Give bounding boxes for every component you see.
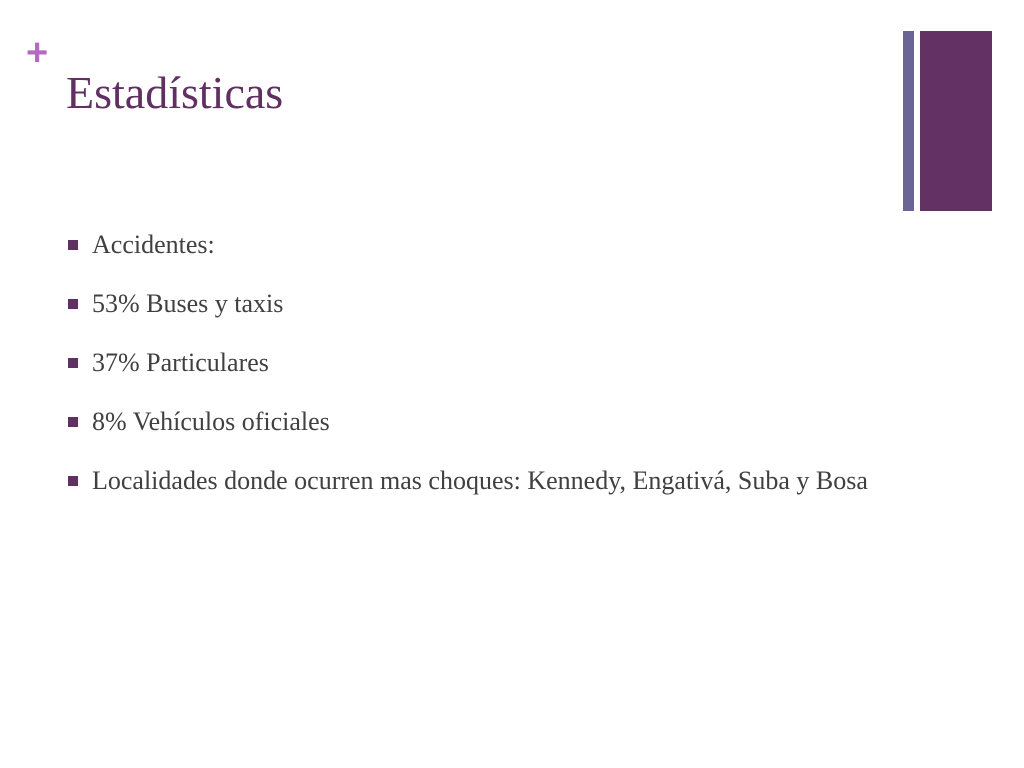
plus-icon: +: [26, 32, 49, 74]
bullet-item: [68, 405, 928, 439]
bullet-text: Accidentes:: [92, 230, 215, 259]
bullet-text: 53% Buses y taxis: [92, 289, 284, 318]
bullet-item: [68, 464, 928, 498]
bullet-item: [68, 346, 928, 380]
square-bullet-icon: [68, 240, 78, 250]
bullet-text: Localidades donde ocurren mas choques: Kennedy, Engativá, Suba y Bosa: [92, 466, 868, 495]
square-bullet-icon: [68, 476, 78, 486]
bullet-text: 37% Particulares: [92, 348, 269, 377]
square-bullet-icon: [68, 299, 78, 309]
bullet-text: 8% Vehículos oficiales: [92, 407, 330, 436]
square-bullet-icon: [68, 417, 78, 427]
decorative-bar-thick: [920, 31, 992, 211]
bullet-list: [68, 228, 928, 523]
decorative-bar-thin: [903, 31, 914, 211]
bullet-item: [68, 228, 928, 262]
slide-title: Estadísticas: [66, 67, 284, 118]
square-bullet-icon: [68, 358, 78, 368]
bullet-item: [68, 287, 928, 321]
